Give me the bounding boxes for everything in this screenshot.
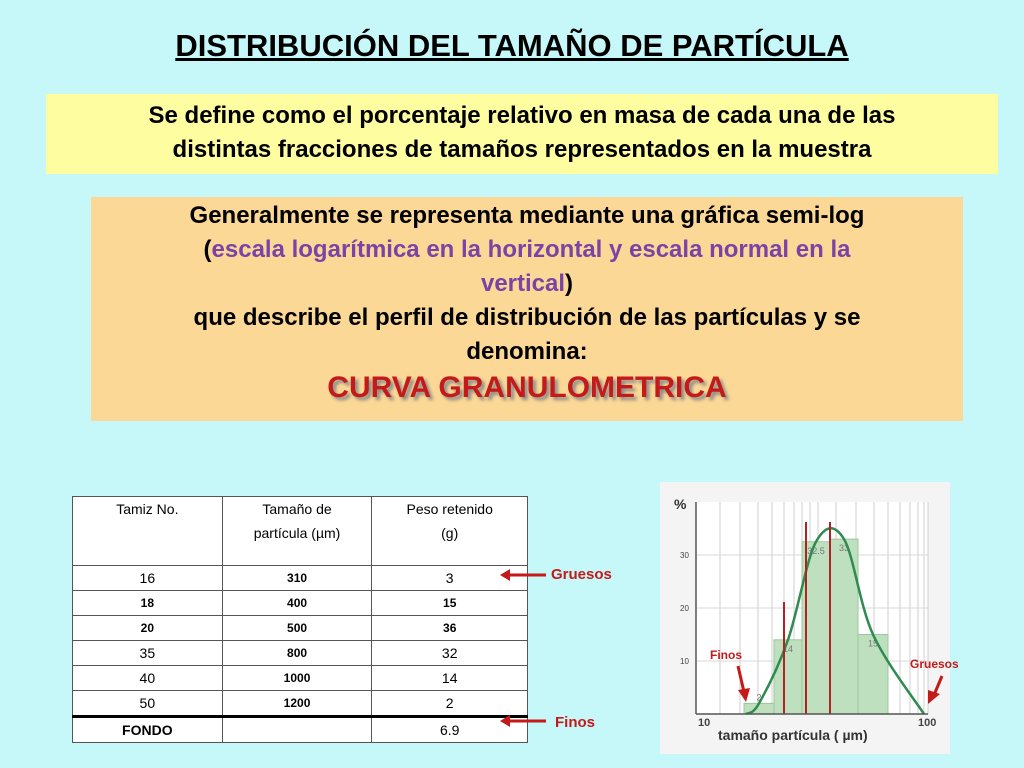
info-line-1: Generalmente se representa mediante una gráfica semi-log — [189, 202, 865, 229]
paren-close: ) — [565, 270, 574, 297]
definition-line-1: Se define como el porcentaje relativo en masa de cada una de las — [148, 102, 896, 129]
table-row: 18 400 15 — [73, 591, 528, 616]
bar-label: 2 — [756, 692, 762, 703]
info-purple-1: escala logarítmica en la horizontal y escala normal en la — [211, 236, 851, 263]
definition-box — [46, 94, 998, 174]
x-tick-label: 100 — [918, 717, 937, 729]
info-purple-2: vertical — [480, 270, 566, 297]
table-arrows — [496, 564, 548, 736]
paren-open: ( — [203, 236, 212, 263]
curve-title: CURVA GRANULOMETRICA — [327, 371, 727, 404]
y-tick-label: 20 — [680, 604, 689, 613]
table-row: FONDO 6.9 — [73, 717, 528, 743]
chart-svg — [660, 482, 959, 754]
table-row: 35 800 32 — [73, 641, 528, 666]
info-line-3 — [91, 267, 963, 301]
bar-label: 33 — [838, 543, 850, 554]
table-row: 20 500 36 — [73, 616, 528, 641]
table-row: 50 1200 2 — [73, 691, 528, 717]
gruesos-label: Gruesos — [551, 566, 612, 583]
table-row: 16 310 3 — [73, 566, 528, 591]
granulometric-chart — [660, 482, 959, 754]
gruesos-annotation: Gruesos — [910, 657, 959, 671]
header-peso: Peso retenido (g) — [372, 497, 528, 566]
arrow-left-icon — [500, 569, 546, 581]
y-tick-label: 10 — [680, 657, 689, 666]
info-line-4: que describe el perfil de distribución de las partículas y se — [193, 304, 861, 331]
arrow-down-icon — [928, 676, 942, 704]
definition-line-2: distintas fracciones de tamaños representados en la muestra — [172, 136, 872, 163]
sieve-table — [72, 496, 528, 743]
page-title: DISTRIBUCIÓN DEL TAMAÑO DE PARTÍCULA — [175, 28, 849, 63]
bar-label: 14 — [782, 643, 794, 654]
x-tick-label: 10 — [698, 717, 711, 729]
y-axis-label: % — [674, 496, 687, 512]
info-line-2 — [91, 233, 963, 267]
bar-label: 15 — [867, 638, 879, 649]
arrow-left-icon — [500, 715, 546, 727]
table-header-row — [73, 497, 528, 566]
table-row: 40 1000 14 — [73, 666, 528, 691]
info-box — [91, 197, 963, 421]
header-tamano: Tamaño de partícula (µm) — [222, 497, 372, 566]
x-axis-label: tamaño partícula ( µm) — [718, 727, 868, 743]
y-tick-label: 30 — [680, 551, 689, 560]
info-line-5: denomina: — [466, 338, 588, 365]
bar-label: 32.5 — [807, 545, 825, 556]
finos-label: Finos — [555, 714, 595, 731]
finos-annotation: Finos — [710, 648, 742, 662]
header-tamiz: Tamiz No. — [73, 497, 223, 566]
